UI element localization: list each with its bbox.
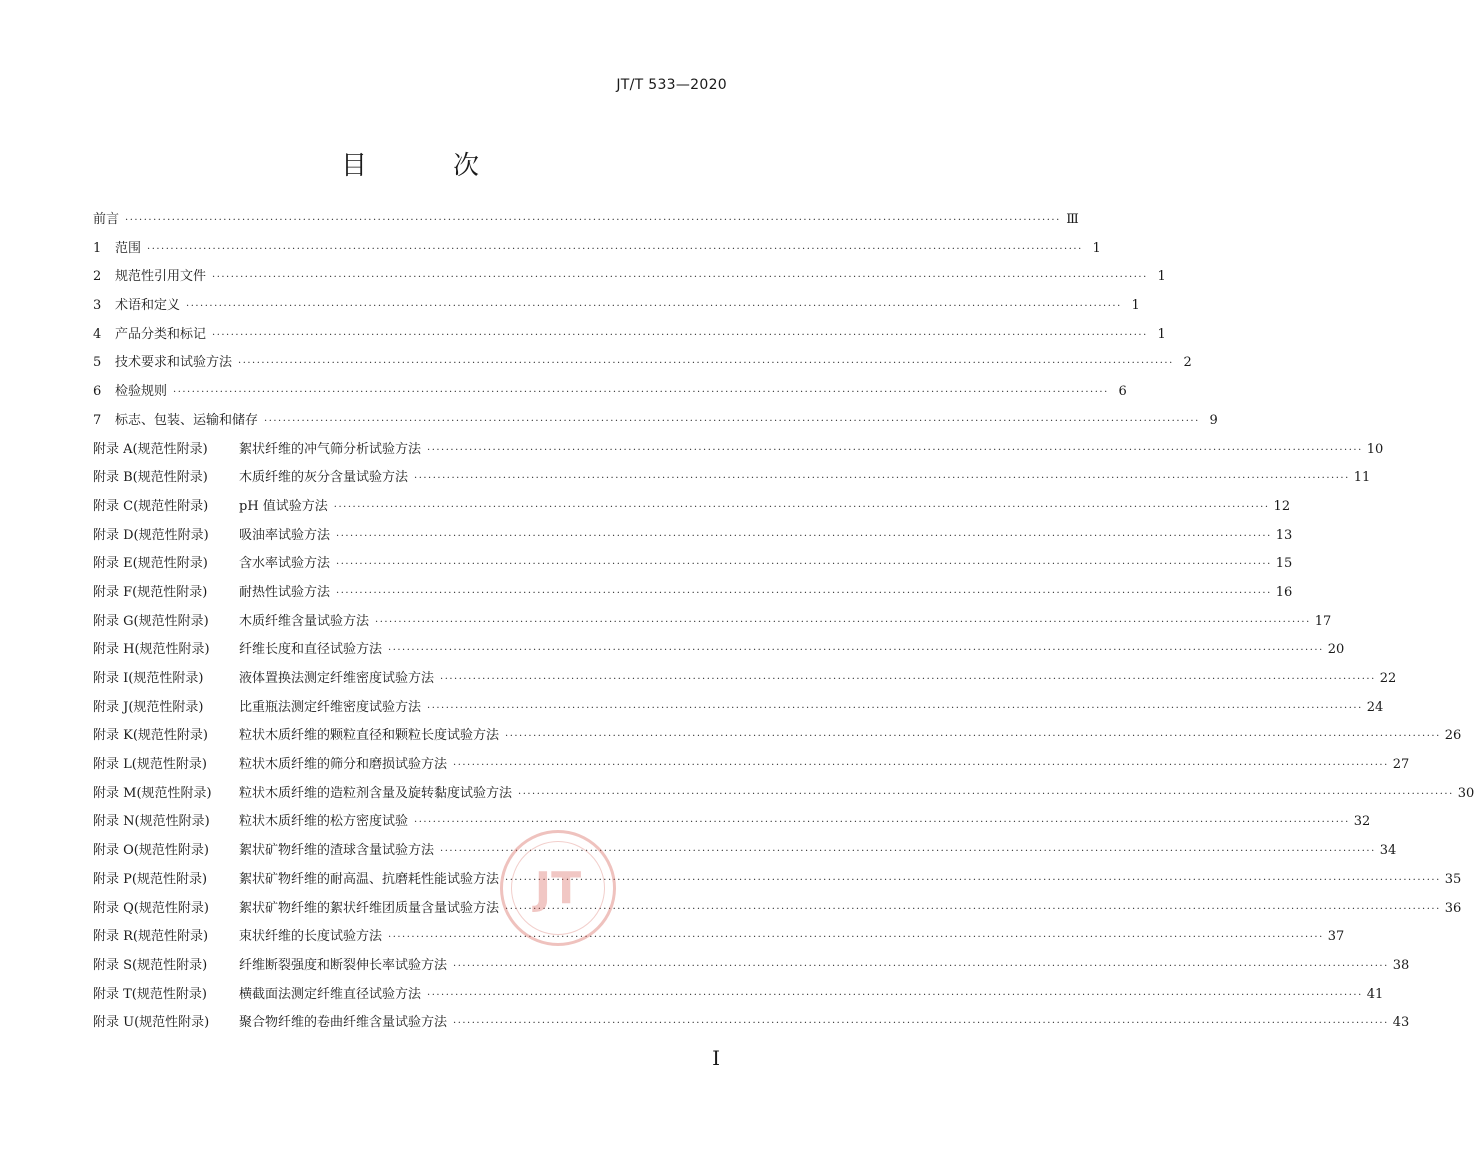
toc-page-number: 43	[1392, 1015, 1410, 1031]
toc-entry[interactable]	[93, 552, 1293, 581]
toc-appendix-tag: 附录 L(规范性附录)	[93, 757, 207, 773]
toc-dot-leader: ········································································································································································································	[147, 243, 1083, 255]
toc-entry-title: 含水率试验方法	[239, 556, 331, 572]
toc-entry[interactable]	[93, 380, 1127, 409]
toc-entry-label	[93, 610, 369, 629]
toc-dot-leader: ········································································································································································································	[212, 272, 1148, 284]
toc-page-number: 30	[1457, 785, 1474, 801]
toc-entry[interactable]	[93, 753, 1410, 782]
toc-page-number: 1	[1092, 240, 1101, 256]
toc-entry-label: 范围	[115, 240, 142, 256]
toc-page-number: 35	[1444, 871, 1462, 887]
toc-entry-label	[93, 696, 421, 715]
toc-entry[interactable]	[93, 610, 1332, 639]
toc-entry-title: 木质纤维含量试验方法	[239, 613, 370, 629]
toc-dot-leader: ········································································································································································································	[336, 559, 1272, 571]
folio-page-number: I	[712, 1046, 720, 1070]
toc-dot-leader: ········································································································································································································	[453, 960, 1389, 972]
toc-entry-label	[93, 466, 408, 485]
toc-appendix-tag: 附录 R(规范性附录)	[93, 929, 209, 945]
toc-entry-label: 产品分类和标记	[115, 326, 207, 342]
toc-entry-label	[93, 1011, 447, 1030]
toc-appendix-tag: 附录 I(规范性附录)	[93, 671, 204, 686]
toc-dot-leader: ········································································································································································································	[388, 645, 1324, 657]
toc-page-number: 13	[1275, 527, 1293, 543]
toc-page-number: 6	[1118, 384, 1127, 400]
toc-dot-leader: ········································································································································································································	[336, 587, 1272, 599]
toc-entry-label	[93, 782, 512, 801]
toc-dot-leader: ········································································································································································································	[264, 415, 1200, 427]
toc-entry[interactable]	[93, 897, 1462, 926]
toc-entry-title: 粒状木质纤维的筛分和磨损试验方法	[239, 757, 448, 773]
toc-page-number: 17	[1314, 613, 1332, 629]
toc-entry[interactable]	[93, 638, 1345, 667]
toc-entry[interactable]	[93, 868, 1462, 897]
toc-page-number: 32	[1353, 814, 1371, 830]
toc-entry[interactable]	[93, 495, 1291, 524]
toc-entry-number: 7	[93, 412, 102, 428]
toc-appendix-tag: 附录 U(规范性附录)	[93, 1015, 210, 1031]
toc-entry-label: 检验规则	[115, 384, 168, 400]
toc-dot-leader: ········································································································································································································	[427, 444, 1363, 456]
toc-dot-leader: ········································································································································································································	[336, 530, 1272, 542]
toc-appendix-tag: 附录 K(规范性附录)	[93, 728, 208, 744]
toc-dot-leader: ········································································································································································································	[173, 387, 1109, 399]
toc-entry-number: 1	[93, 240, 102, 256]
toc-page-number: 27	[1392, 757, 1410, 773]
toc-page-number: Ⅲ	[1066, 212, 1079, 227]
toc-entry-title: 纤维长度和直径试验方法	[239, 642, 383, 658]
toc-entry-title: 絮状矿物纤维的渣球含量试验方法	[239, 843, 435, 859]
toc-dot-leader: ········································································································································································································	[427, 702, 1363, 714]
toc-appendix-tag: 附录 S(规范性附录)	[93, 957, 208, 973]
toc-dot-leader: ········································································································································································································	[518, 788, 1454, 800]
toc-entry[interactable]	[93, 524, 1293, 553]
toc-appendix-tag: 附录 Q(规范性附录)	[93, 900, 209, 916]
toc-entry-label	[93, 839, 434, 858]
toc-entry[interactable]	[93, 208, 1079, 237]
toc-page-number: 1	[1157, 269, 1166, 285]
toc-entry-title: 絮状矿物纤维的耐高温、抗磨耗性能试验方法	[239, 871, 500, 887]
toc-dot-leader: ········································································································································································································	[414, 473, 1350, 485]
toc-entry-title: 束状纤维的长度试验方法	[239, 929, 383, 945]
toc-appendix-tag: 附录 G(规范性附录)	[93, 613, 209, 629]
toc-entry-title: 比重瓶法测定纤维密度试验方法	[239, 699, 422, 715]
toc-page-number: 24	[1366, 699, 1384, 715]
toc-entry-number: 6	[93, 384, 102, 400]
toc-entry[interactable]	[93, 696, 1384, 725]
toc-entry[interactable]	[93, 667, 1397, 696]
toc-page-number: 10	[1366, 441, 1384, 457]
toc-page-number: 11	[1353, 470, 1371, 486]
toc-appendix-tag: 附录 P(规范性附录)	[93, 871, 208, 887]
toc-entry-label	[93, 868, 499, 887]
toc-dot-leader: ········································································································································································································	[505, 903, 1441, 915]
toc-entry-label	[93, 495, 328, 514]
toc-entry[interactable]	[93, 810, 1371, 839]
toc-appendix-tag: 附录 J(规范性附录)	[93, 699, 204, 715]
toc-entry-number: 5	[93, 355, 102, 371]
toc-entry-label: 技术要求和试验方法	[115, 355, 233, 371]
toc-entry[interactable]	[93, 782, 1474, 811]
toc-entry-title: 粒状木质纤维的造粒剂含量及旋转黏度试验方法	[239, 785, 513, 801]
toc-dot-leader: ········································································································································································································	[427, 989, 1363, 1001]
toc-entry-number: 2	[93, 269, 102, 285]
toc-page-number: 1	[1131, 298, 1140, 314]
toc-dot-leader: ········································································································································································································	[440, 674, 1376, 685]
toc-entry[interactable]	[93, 351, 1192, 380]
toc-entry-label	[93, 552, 330, 571]
toc-entry-title: pH 值试验方法	[239, 498, 328, 514]
toc-dot-leader: ········································································································································································································	[505, 874, 1441, 886]
table-of-contents	[93, 208, 1474, 1040]
toc-appendix-tag: 附录 H(规范性附录)	[93, 642, 210, 658]
page-title: 目 次	[340, 151, 509, 181]
toc-entry[interactable]	[93, 409, 1218, 438]
toc-appendix-tag: 附录 E(规范性附录)	[93, 556, 208, 572]
toc-entry-label: 术语和定义	[115, 298, 181, 314]
toc-entry[interactable]	[93, 294, 1140, 323]
toc-page-number: 34	[1379, 843, 1397, 859]
toc-entry-label: 前言	[93, 212, 120, 227]
toc-entry-title: 木质纤维的灰分含量试验方法	[239, 470, 409, 486]
toc-page-number: 9	[1209, 412, 1218, 428]
toc-entry-title: 聚合物纤维的卷曲纤维含量试验方法	[239, 1015, 448, 1031]
toc-appendix-tag: 附录 N(规范性附录)	[93, 814, 210, 830]
toc-page-number: 26	[1444, 728, 1462, 744]
toc-page-number: 41	[1366, 986, 1384, 1002]
toc-page-number: 1	[1157, 326, 1166, 342]
toc-entry[interactable]	[93, 265, 1166, 294]
toc-dot-leader: ········································································································································································································	[238, 358, 1174, 370]
toc-entry[interactable]	[93, 724, 1462, 753]
toc-entry[interactable]	[93, 438, 1384, 467]
toc-entry-title: 纤维断裂强度和断裂伸长率试验方法	[239, 957, 448, 973]
toc-entry-title: 吸油率试验方法	[239, 527, 331, 543]
toc-appendix-tag: 附录 D(规范性附录)	[93, 527, 209, 543]
toc-entry-title: 横截面法测定纤维直径试验方法	[239, 986, 422, 1002]
toc-appendix-tag: 附录 T(规范性附录)	[93, 986, 207, 1002]
toc-appendix-tag: 附录 O(规范性附录)	[93, 843, 209, 859]
toc-entry-label	[93, 954, 447, 973]
toc-appendix-tag: 附录 F(规范性附录)	[93, 584, 208, 600]
toc-dot-leader: ········································································································································································································	[505, 731, 1441, 743]
toc-entry[interactable]	[93, 1011, 1410, 1040]
toc-dot-leader: ········································································································································································································	[453, 1018, 1389, 1030]
toc-dot-leader: ········································································································································································································	[440, 846, 1376, 858]
toc-entry-label	[93, 724, 499, 743]
toc-entry-title: 液体置换法测定纤维密度试验方法	[239, 671, 435, 686]
toc-entry-title: 粒状木质纤维的松方密度试验	[239, 814, 409, 830]
toc-page-number: 20	[1327, 642, 1345, 658]
toc-page-number: 36	[1444, 900, 1462, 916]
toc-page-number: 38	[1392, 957, 1410, 973]
toc-entry-number: 3	[93, 298, 102, 314]
toc-entry[interactable]	[93, 954, 1410, 983]
toc-entry-label	[93, 581, 330, 600]
toc-entry-label: 标志、包装、运输和储存	[115, 412, 259, 428]
toc-entry-label	[93, 524, 330, 543]
toc-page-number: 12	[1273, 498, 1291, 514]
seal-letters: JT	[534, 863, 582, 914]
toc-entry-label	[93, 983, 421, 1002]
toc-dot-leader: ········································································································································································································	[333, 501, 1270, 513]
toc-dot-leader: ········································································································································································································	[125, 215, 1061, 226]
toc-entry-label	[93, 667, 434, 686]
toc-entry-label	[93, 638, 382, 657]
toc-dot-leader: ········································································································································································································	[375, 616, 1311, 628]
toc-page-number: 22	[1379, 671, 1397, 686]
toc-dot-leader: ········································································································································································································	[414, 817, 1350, 829]
toc-entry[interactable]	[93, 466, 1371, 495]
toc-page-number: 2	[1183, 355, 1192, 371]
toc-dot-leader: ········································································································································································································	[388, 932, 1324, 944]
toc-entry[interactable]	[93, 925, 1345, 954]
toc-entry[interactable]	[93, 581, 1293, 610]
toc-appendix-tag: 附录 B(规范性附录)	[93, 470, 208, 486]
standard-number: JT/T 533—2020	[616, 77, 727, 93]
toc-entry[interactable]	[93, 839, 1397, 868]
toc-entry[interactable]	[93, 237, 1101, 266]
toc-entry-label	[93, 438, 421, 457]
toc-entry-title: 耐热性试验方法	[239, 584, 331, 600]
toc-entry-number: 4	[93, 326, 102, 342]
toc-entry-label	[93, 810, 408, 829]
toc-page-number: 15	[1275, 556, 1293, 572]
toc-entry[interactable]	[93, 323, 1166, 352]
toc-appendix-tag: 附录 C(规范性附录)	[93, 498, 209, 514]
toc-dot-leader: ········································································································································································································	[186, 301, 1122, 313]
jt-watermark-seal	[500, 830, 616, 946]
toc-entry-title: 粒状木质纤维的颗粒直径和颗粒长度试验方法	[239, 728, 500, 744]
toc-appendix-tag: 附录 A(规范性附录)	[93, 441, 208, 457]
toc-entry-label	[93, 925, 382, 944]
toc-entry-label: 规范性引用文件	[115, 269, 207, 285]
toc-appendix-tag: 附录 M(规范性附录)	[93, 785, 212, 801]
toc-dot-leader: ········································································································································································································	[212, 329, 1148, 341]
toc-entry-title: 絮状纤维的冲气筛分析试验方法	[239, 441, 422, 457]
toc-dot-leader: ········································································································································································································	[453, 760, 1389, 772]
toc-page-number: 16	[1275, 584, 1293, 600]
toc-entry-title: 絮状矿物纤维的絮状纤维团质量含量试验方法	[239, 900, 500, 916]
toc-entry-label	[93, 897, 499, 916]
toc-entry-label	[93, 753, 447, 772]
toc-page-number: 37	[1327, 929, 1345, 945]
toc-entry[interactable]	[93, 983, 1384, 1012]
